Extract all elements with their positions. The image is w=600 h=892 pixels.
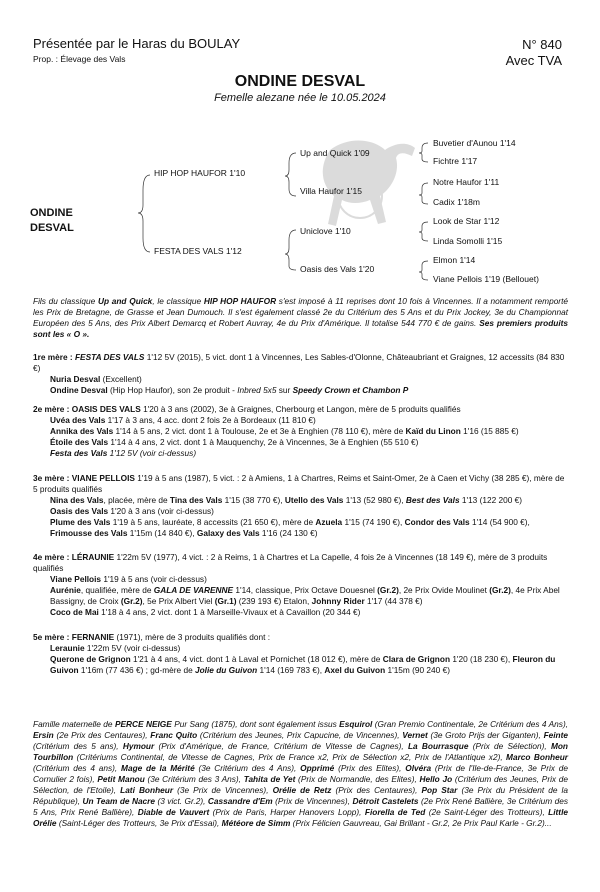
- ggparent-4: Cadix 1'18m: [433, 197, 480, 207]
- produce-record: 1'16m (77 436 €) ; gd-mère de: [78, 665, 195, 675]
- family-text: (3e Prix du Président de la République),: [33, 785, 569, 806]
- inbreeding: Inbred 5x5: [237, 385, 277, 395]
- first-dam-section: [33, 352, 568, 396]
- family-text: (2e Prix René Ballière, 3e Critérium des 5 Ans, Prix René Ballière),: [33, 796, 569, 817]
- family-horse: Feinte: [543, 730, 568, 740]
- intro-products: Ses premiers produits sont les « O ».: [33, 318, 569, 339]
- produce-record: 1'14 à 5 ans, 2 vict. dont 1 à Toulouse, 2e et 3e à Enghien (78 110 €), mère de: [113, 426, 406, 436]
- produce-record: 1'12 5V (voir ci-dessus): [107, 448, 197, 458]
- produce-row: [33, 374, 568, 385]
- family-text: (3 vict. Gr.2),: [155, 796, 208, 806]
- produce-record: (Excellent): [100, 374, 142, 384]
- lot-number: N° 840: [522, 37, 562, 52]
- dam-name: VIANE PELLOIS: [71, 473, 135, 483]
- produce-row: [33, 517, 568, 539]
- produce-offspring: Jolie du Guivon: [195, 665, 258, 675]
- produce-name: Querone de Grignon: [50, 654, 131, 664]
- tva-text: Avec TVA: [505, 53, 562, 68]
- produce-record: 1'18 à 4 ans, 2 vict. dont 1 à Marseille-Vivaux et à Cavaillon (20 344 €): [98, 607, 361, 617]
- produce-offspring: Galaxy des Vals: [196, 528, 260, 538]
- produce-offspring: GALA DE VARENNE: [153, 585, 234, 595]
- produce-record: (239 193 €) Etalon,: [236, 596, 312, 606]
- produce-record: 1'15 (74 190 €),: [342, 517, 405, 527]
- family-founder: PERCE NEIGE: [114, 719, 172, 729]
- produce-row: [33, 437, 568, 448]
- dam-label: 1re mère :: [33, 352, 73, 362]
- family-text: (2e Saint-Léger des Trotteurs),: [425, 807, 549, 817]
- family-horse: Orélie de Retz: [272, 785, 332, 795]
- produce-offspring: Best des Vals: [405, 495, 460, 505]
- family-text: (Prix d'Amérique, de France, Critérium de Vitesse de Cagnes),: [154, 741, 408, 751]
- family-text: (Gran Premio Continentale, 2e Critérium des 4 Ans),: [372, 719, 569, 729]
- produce-record: 1'15 (38 770 €),: [222, 495, 285, 505]
- family-horse: Opprimé: [300, 763, 335, 773]
- produce-name: Oasis des Vals: [50, 506, 109, 516]
- family-text: (Prix de Normandie, des Elites),: [295, 774, 420, 784]
- family-horse: Little Orélie: [33, 807, 568, 828]
- produce-name: Plume des Vals: [50, 517, 111, 527]
- produce-record: , 5e Prix Albert Viel: [142, 596, 215, 606]
- third-dam-line: [33, 473, 568, 495]
- family-horse: Olvéra: [405, 763, 432, 773]
- inbreeding-horses: Speedy Crown et Chambon P: [292, 385, 409, 395]
- family-horse: Diable de Vauvert: [137, 807, 210, 817]
- produce-name: Aurénie: [50, 585, 81, 595]
- produce-record: 1'17 (44 378 €): [364, 596, 423, 606]
- first-dam-line: [33, 352, 568, 374]
- produce-name: Étoile des Vals: [50, 437, 109, 447]
- family-text: (Prix des Centaures),: [331, 785, 422, 795]
- intro-sire: Up and Quick: [97, 296, 153, 306]
- produce-record: 1'17 à 3 ans, 4 acc. dont 2 fois 2e à Bordeaux (11 810 €): [105, 415, 316, 425]
- produce-row: [33, 415, 568, 426]
- second-dam-section: [33, 404, 568, 459]
- family-horse: Pop Star: [421, 785, 458, 795]
- family-horse: Météore de Simm: [221, 818, 291, 828]
- family-text: (2e Prix des Centaures),: [53, 730, 151, 740]
- family-text: (Saint-Léger des Trotteurs, 3e Prix d'Essai),: [56, 818, 222, 828]
- pedigree-subject: [30, 206, 74, 236]
- subject-name-line2: DESVAL: [30, 222, 74, 234]
- family-horse: Mage de la Mérité: [121, 763, 195, 773]
- group-badge: (Gr.2): [489, 585, 511, 595]
- family-horse: Un Team de Nacre: [82, 796, 156, 806]
- family-horse: Tahita de Yet: [243, 774, 296, 784]
- produce-record: 1'16 (24 130 €): [259, 528, 318, 538]
- third-dam-section: [33, 473, 568, 539]
- dam-sire: Uniclove 1'10: [300, 226, 351, 236]
- produce-offspring: Utello des Vals: [284, 495, 344, 505]
- dam-name: OASIS DES VALS: [71, 404, 141, 414]
- produce-name: Nuria Desval: [50, 374, 101, 384]
- produce-offspring: Clara de Grignon: [382, 654, 451, 664]
- family-horse: Ersin: [33, 730, 54, 740]
- produce-offspring: Axel du Guivon: [324, 665, 386, 675]
- family-text: (Critérium des 4 ans),: [33, 763, 122, 773]
- produce-record: 1'13 (52 980 €),: [343, 495, 406, 505]
- family-horse: La Bourrasque: [407, 741, 469, 751]
- ggparent-8: Viane Pellois 1'19 (Bellouet): [433, 274, 539, 284]
- produce-row: [33, 643, 568, 654]
- family-horse: Lati Bonheur: [120, 785, 174, 795]
- produce-record: , placée, mère de: [103, 495, 170, 505]
- produce-record: (Hip Hop Haufor), son 2e produit -: [107, 385, 238, 395]
- produce-record: 1'20 (18 230 €),: [450, 654, 513, 664]
- produce-record: 1'14, classique, Prix Octave Douesnel: [233, 585, 378, 595]
- family-horse: Esquirol: [339, 719, 373, 729]
- family-horse: Détroit Castelets: [352, 796, 419, 806]
- family-horse: Fiorella de Ted: [364, 807, 426, 817]
- family-horse: Vernet: [402, 730, 428, 740]
- family-horse: Petit Manou: [97, 774, 145, 784]
- produce-row: [33, 585, 568, 607]
- maternal-family-paragraph: [33, 719, 568, 829]
- intro-text: s'est imposé à 11 reprises dont 10 fois à Vincennes. Il a notamment remporté les Prix de Bretagne, de Grasse et Jean Dumouch. Il s'est également classé 2e du Critérium des 5 Ans et du Prix Jockey, 3e du Championnat Européen des 5 Ans, des Prix Albert Demarcq et Robert Auvray, 4e du Prix d'Amérique. Il totalise 544 770 € de gains.: [33, 296, 568, 328]
- sire: HIP HOP HAUFOR 1'10: [154, 168, 246, 178]
- ggparent-5: Look de Star 1'12: [433, 216, 500, 226]
- sire-dam: Villa Haufor 1'15: [300, 186, 362, 196]
- group-badge: (Gr.1): [214, 596, 237, 606]
- sire-sire: Up and Quick 1'09: [300, 148, 370, 158]
- group-badge: (Gr.2): [120, 596, 143, 606]
- dam-record: 1'19 à 5 ans (1987), 5 vict. : 2 à Amiens, 1 à Chartres, Reims et Saint-Omer, 2e à Caen et Vichy (38 285 €), mère de 5 produits qualifiés: [33, 473, 565, 494]
- ggparent-1: Buvetier d'Aunou 1'14: [433, 138, 516, 148]
- produce-record: 1'14 (54 900 €),: [469, 517, 530, 527]
- produce-record: 1'19 à 5 ans, lauréate, 8 accessits (21 650 €), mère de: [110, 517, 316, 527]
- dam: FESTA DES VALS 1'12: [154, 246, 242, 256]
- family-horse: Hello Jo: [419, 774, 453, 784]
- produce-record: , 4e Prix Abel Bassigny, de Croix: [50, 585, 560, 606]
- produce-offspring: Frimousse des Vals: [50, 528, 128, 538]
- dam-label: 2e mère :: [33, 404, 70, 414]
- intro-text: Fils du classique: [33, 296, 98, 306]
- produce-offspring: Johnny Rider: [311, 596, 365, 606]
- sire-intro-paragraph: [33, 296, 568, 340]
- fourth-dam-section: [33, 552, 568, 618]
- produce-row: [33, 574, 568, 585]
- produce-record: 1'15m (90 240 €): [385, 665, 450, 675]
- produce-row: [33, 426, 568, 437]
- produce-row: [33, 506, 568, 517]
- family-text: Famille maternelle de: [33, 719, 115, 729]
- family-text: (Prix de Sélection),: [468, 741, 551, 751]
- family-text: (Critérium des Jeunes, Prix Capucine, de Vincennes),: [197, 730, 403, 740]
- ggparent-3: Notre Haufor 1'11: [433, 177, 500, 187]
- produce-record: 1'13 (122 200 €): [459, 495, 523, 505]
- produce-record: , qualifiée, mère de: [80, 585, 154, 595]
- dam-label: 3e mère :: [33, 473, 70, 483]
- produce-offspring: Tina des Vals: [169, 495, 223, 505]
- produce-name: Uvéa des Vals: [50, 415, 106, 425]
- produce-name: Annika des Vals: [50, 426, 114, 436]
- group-badge: (Gr.2): [377, 585, 399, 595]
- produce-record: 1'19 à 5 ans (voir ci-dessus): [101, 574, 207, 584]
- produce-record: 1'14 (169 783 €),: [257, 665, 325, 675]
- family-text: Pur Sang (1875), dont sont également issus: [171, 719, 340, 729]
- family-text: (Critériums Continental, de Vitesse de Cagnes, Prix de France x2, Prix de Sélection x2, Prix de l'Atlantique x2),: [73, 752, 507, 762]
- dam-dam: Oasis des Vals 1'20: [300, 264, 375, 274]
- ggparent-7: Elmon 1'14: [433, 255, 476, 265]
- produce-name: Festa des Vals: [50, 448, 108, 458]
- produce-row: [33, 654, 568, 676]
- horse-title: ONDINE DESVAL: [234, 73, 366, 90]
- produce-name: Viane Pellois: [50, 574, 102, 584]
- produce-name: Coco de Mai: [50, 607, 99, 617]
- dam-record: 1'12 5V (2015), 5 vict. dont 1 à Vincennes, Les Sables-d'Olonne, Châteaubriant et Graignes, 12 accessits (84 830 €): [33, 352, 565, 373]
- family-text: (Prix de l'Ile-de-France, 3e Prix de Cornulier 2 fois),: [33, 763, 568, 784]
- intro-stallion: HIP HOP HAUFOR: [203, 296, 277, 306]
- dam-name: LÉRAUNIE: [71, 552, 115, 562]
- family-horse: Marco Bonheur: [506, 752, 568, 762]
- family-text: (Critérium des Jeunes, Prix de Sélection, de l'Etoile),: [33, 774, 569, 795]
- fifth-dam-section: [33, 632, 568, 676]
- ggparent-2: Fichtre 1'17: [433, 156, 478, 166]
- subject-name-line1: ONDINE: [30, 207, 73, 219]
- produce-offspring: Kaïd du Linon: [405, 426, 461, 436]
- dam-name: FERNANIE: [71, 632, 115, 642]
- family-text: (3e Critérium des 3 Ans),: [144, 774, 244, 784]
- ggparent-6: Linda Somolli 1'15: [433, 236, 503, 246]
- produce-record: 1'16 (15 885 €): [460, 426, 519, 436]
- family-text: (3e Groto Prijs der Giganten),: [427, 730, 544, 740]
- produce-offspring: Condor des Vals: [404, 517, 470, 527]
- produce-record: 1'15m (14 840 €),: [127, 528, 197, 538]
- produce-record: 1'20 à 3 ans (voir ci-dessus): [108, 506, 214, 516]
- produce-row: [33, 448, 568, 459]
- produce-record: 1'14 à 4 ans, 2 vict. dont 1 à Mauquenchy, 2e à Vincennes, 3e à Enghien (55 510 €): [108, 437, 419, 447]
- family-text: (Critérium des 5 ans),: [33, 741, 123, 751]
- family-text: (Prix Félicien Gauvreau, Gai Brillant - Gr.2, 2e Prix Paul Karle - Gr.2)...: [290, 818, 552, 828]
- dam-label: 4e mère :: [33, 552, 70, 562]
- owner-text: Prop. : Élevage des Vals: [33, 54, 126, 64]
- produce-row: [33, 607, 568, 618]
- fourth-dam-line: [33, 552, 568, 574]
- fifth-dam-line: [33, 632, 568, 643]
- dam-record: 1'22m 5V (1977), 4 vict. : 2 à Reims, 1 à Chartres et La Capelle, 4 fois 2e à Vincennes (18 149 €), mère de 3 produits qualifiés: [33, 552, 548, 573]
- horse-description: Femelle alezane née le 10.05.2024: [214, 92, 386, 104]
- produce-name: Leraunie: [50, 643, 85, 653]
- intro-text: , le classique: [152, 296, 204, 306]
- produce-name: Ondine Desval: [50, 385, 108, 395]
- family-text: (3e Critérium des 4 Ans),: [194, 763, 301, 773]
- produce-offspring: Fleuron du Guivon: [50, 654, 556, 675]
- produce-offspring: Azuela: [315, 517, 343, 527]
- family-text: (Prix des Elites),: [334, 763, 406, 773]
- produce-record: 1'22m 5V (voir ci-dessus): [84, 643, 181, 653]
- produce-record: 1'21 à 4 ans, 4 vict. dont 1 à Laval et Pornichet (18 012 €), mère de: [130, 654, 383, 664]
- produce-name: Nina des Vals: [50, 495, 104, 505]
- family-text: (Prix de Vincennes),: [272, 796, 353, 806]
- dam-name: FESTA DES VALS: [74, 352, 145, 362]
- produce-row: [33, 385, 568, 396]
- family-horse: Mon Tourbillon: [33, 741, 568, 762]
- second-dam-line: [33, 404, 568, 415]
- produce-record: sur: [276, 385, 293, 395]
- dam-label: 5e mère :: [33, 632, 70, 642]
- family-text: (Prix de Paris, Harper Hanovers Lopp),: [209, 807, 365, 817]
- family-horse: Franc Quito: [150, 730, 198, 740]
- produce-row: [33, 495, 568, 506]
- family-horse: Cassandre d'Em: [207, 796, 273, 806]
- family-text: (3e Prix de Vincennes),: [173, 785, 273, 795]
- presenter-text: Présentée par le Haras du BOULAY: [33, 36, 241, 51]
- dam-record: 1'20 à 3 ans (2002), 3e à Graignes, Cherbourg et Langon, mère de 5 produits qualifiés: [140, 404, 461, 414]
- family-horse: Hymour: [122, 741, 155, 751]
- dam-record: (1971), mère de 3 produits qualifiés dont :: [114, 632, 271, 642]
- produce-record: , 2e Prix Ovide Moulinet: [398, 585, 490, 595]
